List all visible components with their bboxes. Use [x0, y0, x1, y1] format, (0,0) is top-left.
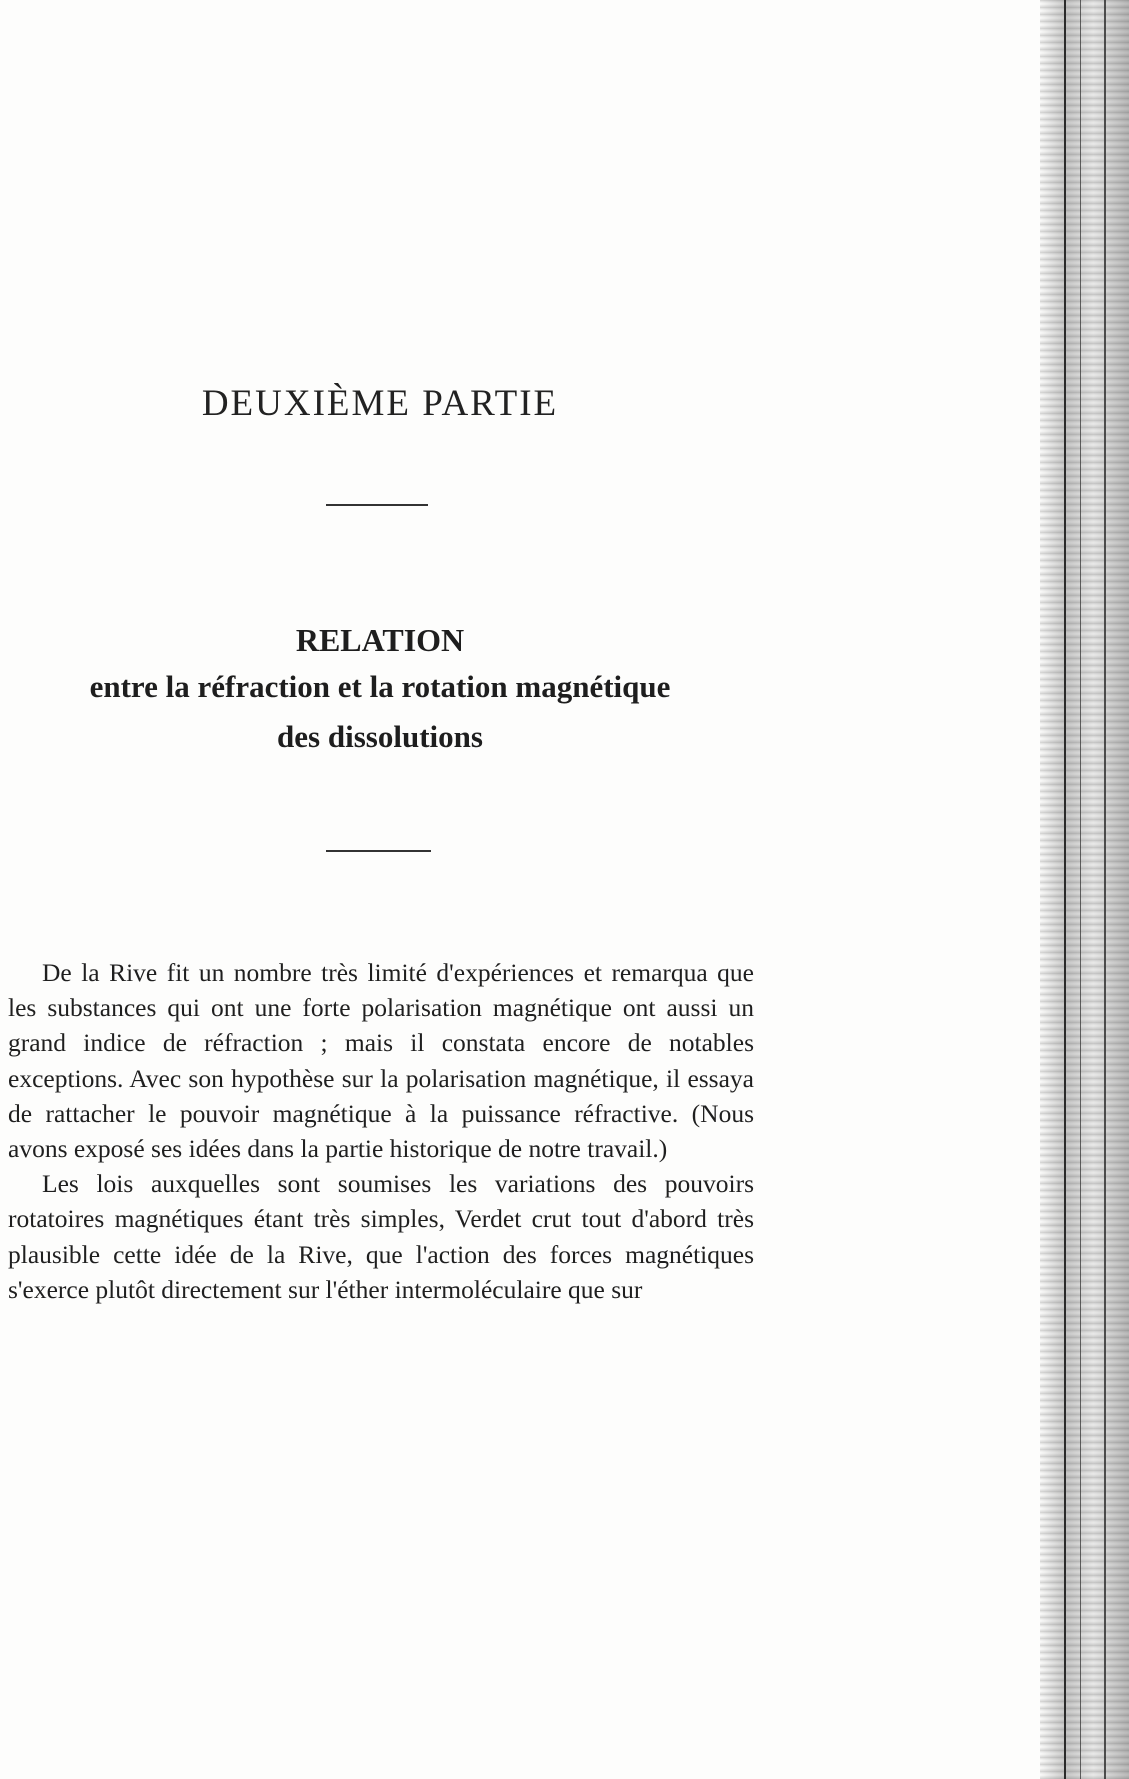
body-text — [8, 955, 754, 1307]
section-heading-line2: entre la réfraction et la rotation magnétique — [89, 669, 671, 704]
section-heading-line3: des dissolutions — [277, 719, 483, 754]
section-heading — [0, 618, 760, 762]
scan-edge-line — [1104, 0, 1106, 1779]
scan-edge-line — [1064, 0, 1066, 1779]
paragraph-1: De la Rive fit un nombre très limité d'expériences et remarqua que les substances qui ont une forte polarisation magnétique ont aussi un grand indice de réfraction ; mais il constata encore de notables exceptions. Avec son hypothèse sur la polarisation magnétique, il essaya de rattacher le pouvoir magnétique à la puissance réfractive. (Nous avons exposé ses idées dans la partie historique de notre travail.) — [8, 958, 754, 1164]
divider-rule-top — [326, 504, 428, 506]
part-title: DEUXIÈME PARTIE — [201, 383, 559, 424]
section-heading-main: RELATION — [295, 622, 465, 658]
scan-edge-shadow — [1040, 0, 1129, 1779]
divider-rule-bottom — [326, 850, 431, 852]
scan-edge-line — [1080, 0, 1081, 1779]
paragraph-2: Les lois auxquelles sont soumises les variations des pouvoirs rotatoires magnétiques étant très simples, Verdet crut tout d'abord très plausible cette idée de la Rive, que l'action des forces magnétiques s'exerce plutôt directement sur l'éther intermoléculaire que sur — [8, 1169, 754, 1304]
